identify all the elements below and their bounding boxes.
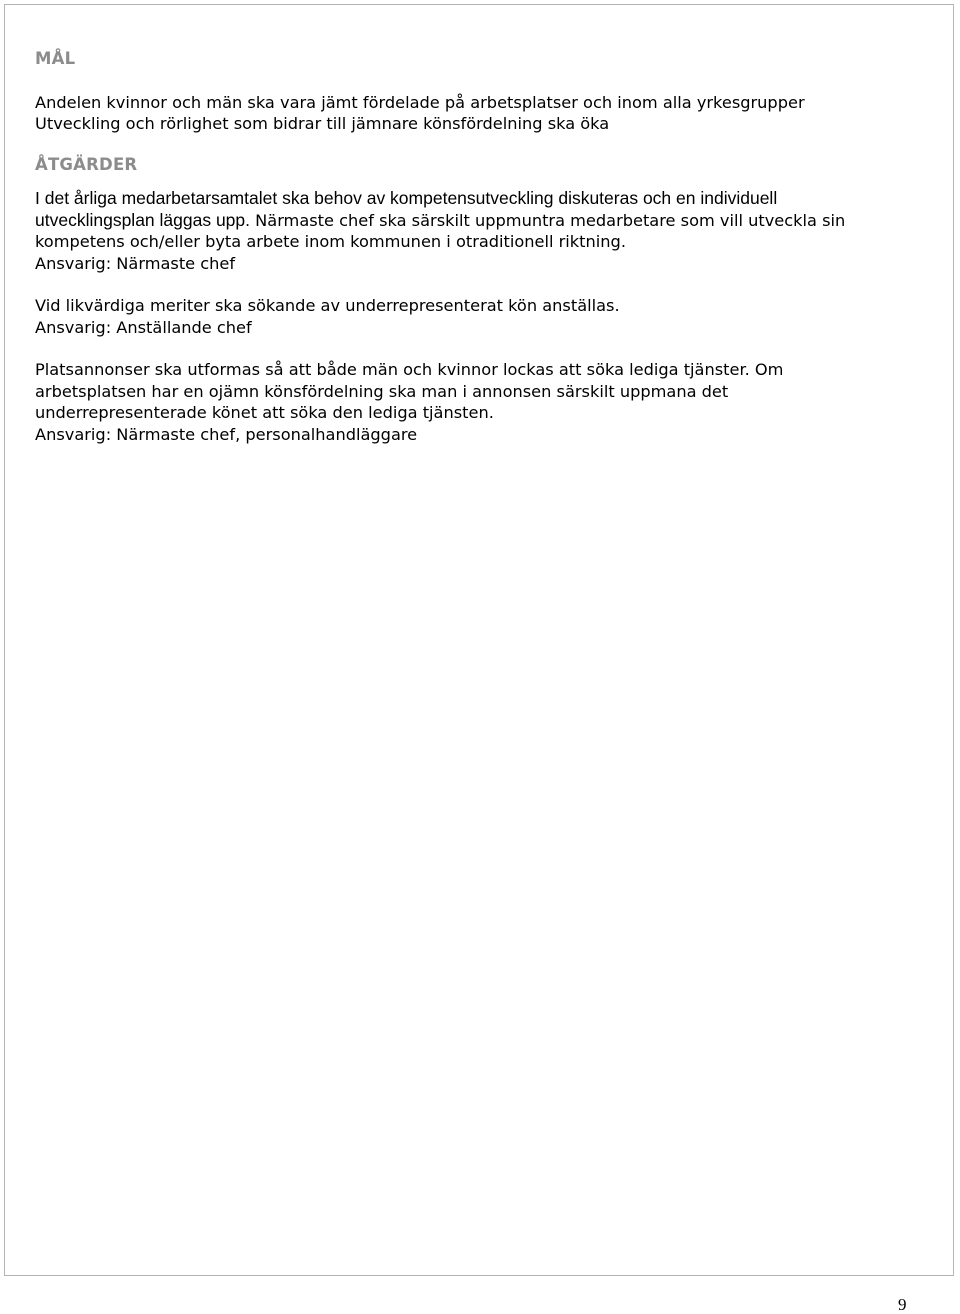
page-number: 9 (898, 1295, 907, 1314)
measure-3-line-3: underrepresenterade könet att söka den lediga tjänsten. (35, 403, 494, 422)
measure-1-line-3: kompetens och/eller byta arbete inom kommunen i otraditionell riktning. (35, 232, 626, 251)
heading-atgarder: ÅTGÄRDER (35, 154, 138, 174)
measure-2-responsible: Ansvarig: Anställande chef (35, 317, 252, 337)
measure-1-line-2a: utvecklingsplan läggas upp. (35, 209, 251, 230)
measure-3-responsible: Ansvarig: Närmaste chef, personalhandläggare (35, 424, 418, 444)
mal-goal-2: Utveckling och rörlighet som bidrar till jämnare könsfördelning ska öka (35, 114, 610, 133)
measure-1-line-2b: Närmaste chef ska särskilt uppmuntra medarbetare som vill utveckla sin (250, 210, 846, 230)
measure-job-ads (35, 359, 935, 445)
heading-mal: MÅL (35, 49, 76, 68)
measure-1-line-2 (35, 210, 935, 232)
measure-1-line-1: I det årliga medarbetarsamtalet ska behov av kompetensutveckling diskuteras och en individuell (35, 188, 778, 208)
measure-recruitment (35, 295, 935, 338)
document-body (35, 48, 935, 445)
measure-2-line-1: Vid likvärdiga meriter ska sökande av underrepresenterat kön anställas. (35, 296, 620, 315)
measure-3-line-2: arbetsplatsen har en ojämn könsfördelning ska man i annonsen särskilt uppmana det (35, 381, 729, 401)
measure-development (35, 188, 935, 274)
measure-1-responsible: Ansvarig: Närmaste chef (35, 253, 236, 273)
mal-goal-1: Andelen kvinnor och män ska vara jämt fördelade på arbetsplatser och inom alla yrkesgrupper (35, 92, 805, 112)
measure-3-line-1: Platsannonser ska utformas så att både män och kvinnor lockas att söka lediga tjänster. Om (35, 360, 784, 379)
